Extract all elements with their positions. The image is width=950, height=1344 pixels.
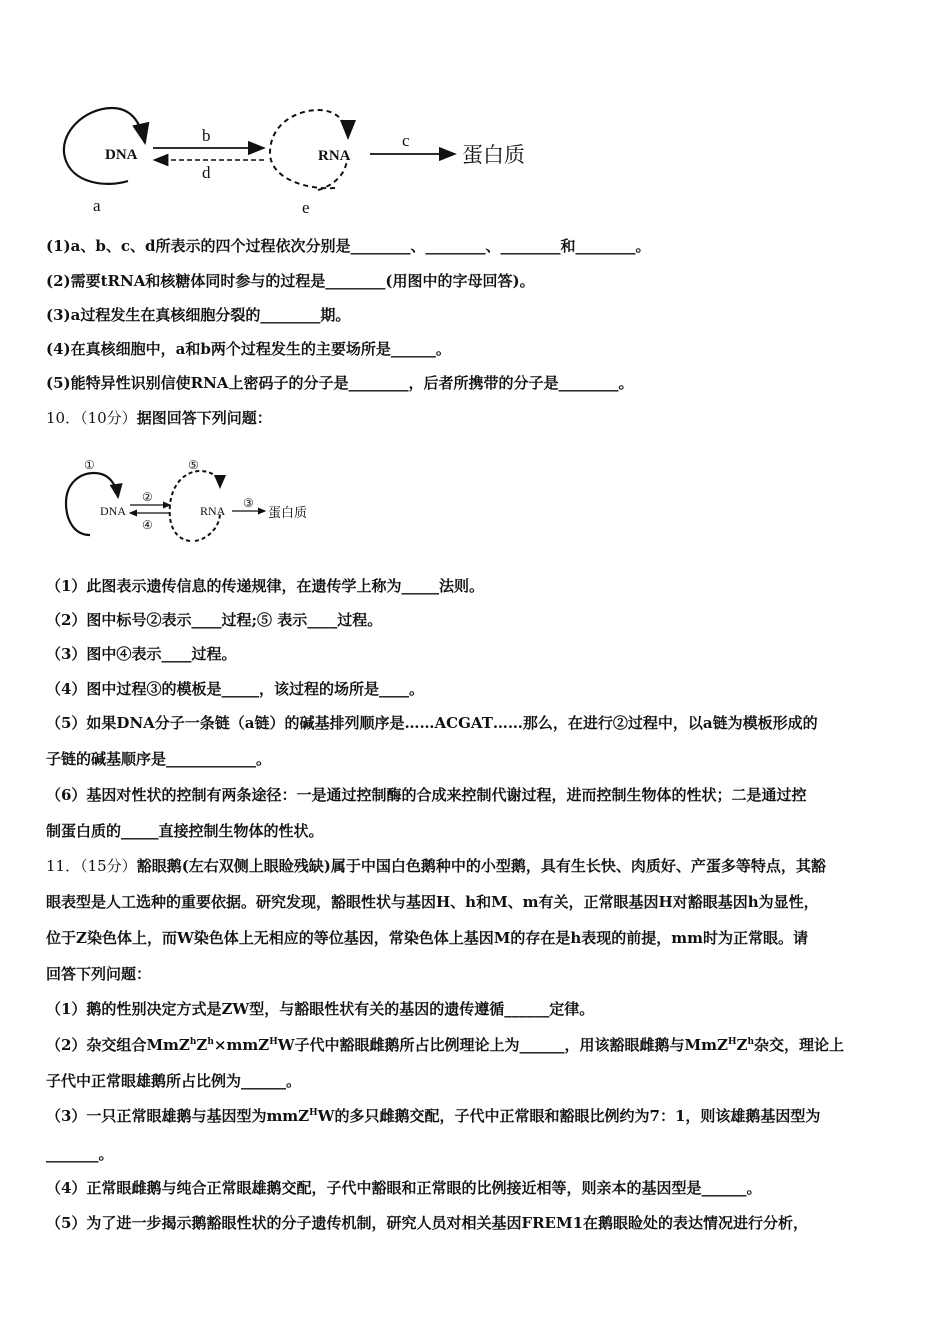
- q10-item-5-cont: 子链的碱基顺序是____________。: [46, 750, 272, 768]
- q11-score: （15分）: [80, 857, 137, 875]
- q10-item-6-cont: 制蛋白质的_____直接控制生物体的性状。: [46, 822, 324, 840]
- label-protein: 蛋白质: [462, 143, 525, 167]
- label-circle-2: ②: [142, 490, 153, 504]
- superscript: H: [269, 1037, 278, 1047]
- q11-item-4: （4）正常眼雌鹅与纯合正常眼雄鹅交配，子代中豁眼和正常眼的比例接近相等，则亲本的基因型是______。: [46, 1179, 762, 1197]
- q11-item-3-part-a: （3）一只正常眼雄鹅与基因型为mmZ: [46, 1107, 310, 1125]
- process-a-loop: [64, 108, 145, 184]
- q11-stem-line-1: [46, 856, 826, 876]
- label-e: e: [302, 198, 310, 217]
- q11-item-5: （5）为了进一步揭示鹅豁眼性状的分子遗传机制，研究人员对相关基因FREM1在鹅眼睑处的表达情况进行分析，: [46, 1214, 809, 1232]
- q11-stem-line-4: 回答下列问题：: [46, 965, 152, 983]
- q11-stem-line-3: 位于Z染色体上，而W染色体上无相应的等位基因，常染色体上基因M的存在是h表现的前提，mm时为正常眼。请: [46, 929, 809, 947]
- superscript: H: [309, 1108, 318, 1118]
- label-d: d: [202, 163, 211, 182]
- label-rna: RNA: [318, 148, 351, 164]
- q11-item-1: （1）鹅的性别决定方式是ZW型，与豁眼性状有关的基因的遗传遵循______定律。: [46, 1000, 595, 1018]
- q11-item-2-cont: 子代中正常眼雄鹅所占比例为______。: [46, 1072, 302, 1090]
- q9-item-3: (3)a过程发生在真核细胞分裂的________期。: [46, 306, 351, 324]
- central-dogma-figure-2: [60, 455, 320, 545]
- q11-stem-line-2: 眼表型是人工选种的重要依据。研究发现，豁眼性状与基因H、h和M、m有关，正常眼基因H对豁眼基因h为显性，: [46, 893, 819, 911]
- label-dna-2: DNA: [100, 504, 126, 518]
- q10-number: 10．: [46, 409, 81, 427]
- q11-item-2-part-c: ×mmZ: [213, 1036, 270, 1054]
- q11-number: 11．: [46, 857, 81, 875]
- q9-item-1: (1)a、b、c、d所表示的四个过程依次分别是________、________、________和________。: [46, 237, 651, 255]
- superscript: h: [207, 1037, 214, 1047]
- label-circle-5: ⑤: [188, 458, 199, 472]
- superscript: h: [189, 1037, 197, 1047]
- q11-item-2-part-e: Z: [736, 1036, 748, 1054]
- label-circle-4: ④: [142, 518, 153, 532]
- label-a: a: [93, 196, 101, 215]
- q10-item-2: （2）图中标号②表示____过程;⑤ 表示____过程。: [46, 611, 383, 629]
- label-circle-1: ①: [84, 458, 95, 472]
- q11-item-2-part-f: 杂交，理论上: [754, 1036, 845, 1054]
- q10-item-6: （6）基因对性状的控制有两条途径：一是通过控制酶的合成来控制代谢过程，进而控制生物体的性状；二是通过控: [46, 786, 807, 804]
- central-dogma-figure-1: [50, 98, 570, 218]
- q10-item-3: （3）图中④表示____过程。: [46, 645, 237, 663]
- q9-item-2: (2)需要tRNA和核糖体同时参与的过程是________(用图中的字母回答)。: [46, 272, 535, 290]
- q10-item-5: （5）如果DNA分子一条链（a链）的碱基排列顺序是……ACGAT……那么，在进行②过程中，以a链为模板形成的: [46, 714, 818, 732]
- q11-item-2-part-d: W子代中豁眼雌鹅所占比例理论上为______，用该豁眼雌鹅与MmZ: [277, 1036, 728, 1054]
- q9-item-4: (4)在真核细胞中，a和b两个过程发生的主要场所是______。: [46, 340, 451, 358]
- q10-item-4: （4）图中过程③的模板是_____，该过程的场所是____。: [46, 680, 424, 698]
- label-protein-2: 蛋白质: [268, 505, 308, 520]
- q9-item-5: (5)能特异性识别信使RNA上密码子的分子是________，后者所携带的分子是________。: [46, 374, 634, 392]
- q11-item-2-part-b: Z: [196, 1036, 208, 1054]
- q10-header: [46, 408, 272, 428]
- q11-item-2: [46, 1035, 844, 1055]
- superscript: h: [747, 1037, 754, 1047]
- label-c: c: [402, 131, 410, 150]
- q10-item-1: （1）此图表示遗传信息的传递规律，在遗传学上称为_____法则。: [46, 577, 484, 595]
- superscript: H: [727, 1037, 737, 1047]
- q10-stem: 据图回答下列问题：: [136, 409, 272, 427]
- q11-item-3: [46, 1106, 820, 1126]
- label-circle-3: ③: [243, 496, 254, 510]
- q11-stem-text-1: 豁眼鹅(左右双侧上眼睑残缺)属于中国白色鹅种中的小型鹅，具有生长快、肉质好、产蛋多等特点，其豁: [136, 857, 826, 875]
- q11-item-3-part-b: W的多只雌鹅交配，子代中正常眼和豁眼比例约为7：1，则该雄鹅基因型为: [317, 1107, 821, 1125]
- q11-item-3-cont: _______。: [46, 1145, 114, 1163]
- label-dna: DNA: [105, 147, 138, 163]
- label-rna-2: RNA: [200, 504, 226, 518]
- q10-score: （10分）: [80, 409, 137, 427]
- q11-item-2-part-a: （2）杂交组合MmZ: [46, 1036, 190, 1054]
- label-b: b: [202, 126, 211, 145]
